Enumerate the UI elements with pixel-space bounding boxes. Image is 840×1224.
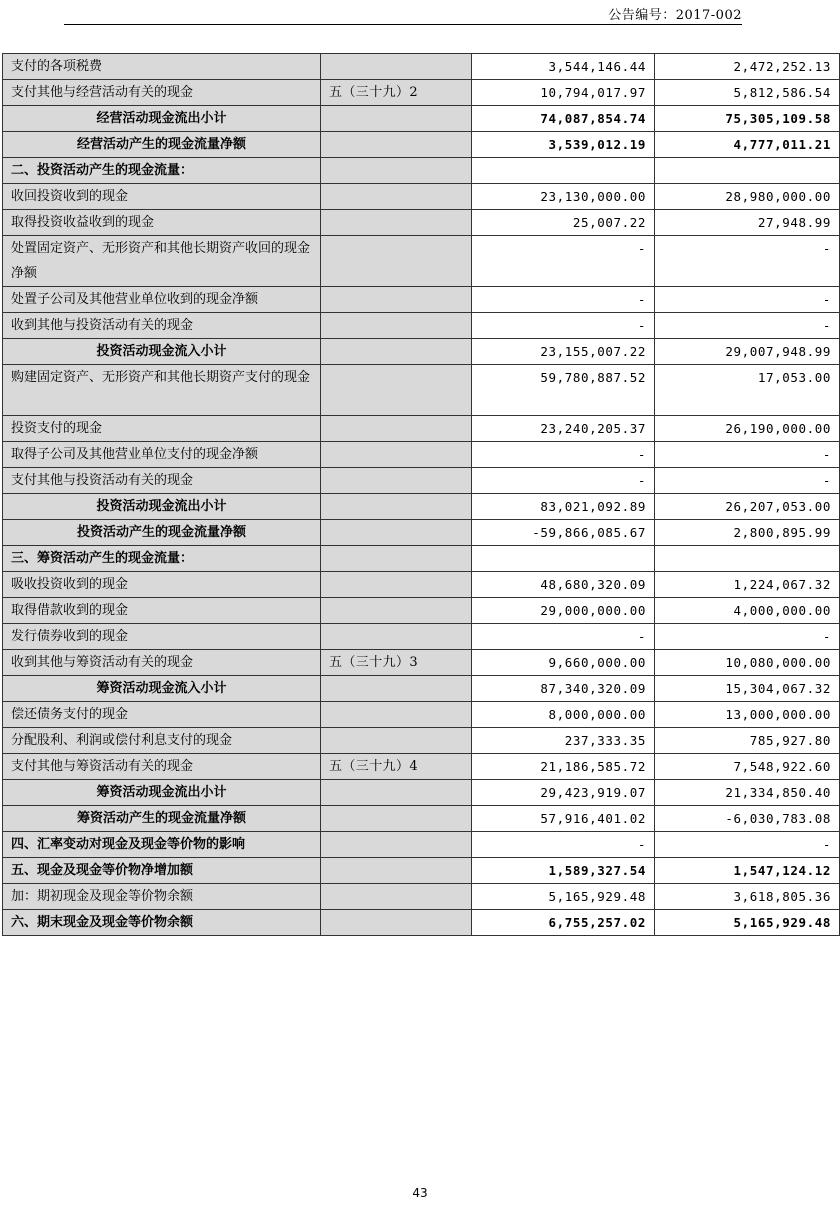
current-period-cell: 3,539,012.19: [472, 132, 655, 158]
item-name-cell: 取得子公司及其他营业单位支付的现金净额: [3, 442, 321, 468]
current-period-cell: 29,000,000.00: [472, 598, 655, 624]
item-name-cell: 三、筹资活动产生的现金流量：: [3, 546, 321, 572]
current-period-cell: 57,916,401.02: [472, 806, 655, 832]
table-row: [3, 572, 840, 598]
table-row: [3, 287, 840, 313]
item-name-cell: 分配股利、利润或偿付利息支付的现金: [3, 728, 321, 754]
note-cell: 五（三十九）2: [321, 80, 472, 106]
prior-period-cell: -: [655, 468, 840, 494]
note-cell: [321, 780, 472, 806]
current-period-cell: 3,544,146.44: [472, 54, 655, 80]
item-name-cell: 收到其他与筹资活动有关的现金: [3, 650, 321, 676]
note-cell: [321, 520, 472, 546]
item-name-cell: 支付的各项税费: [3, 54, 321, 80]
table-row: [3, 236, 840, 287]
current-period-cell: 10,794,017.97: [472, 80, 655, 106]
note-cell: [321, 106, 472, 132]
note-cell: [321, 858, 472, 884]
prior-period-cell: 13,000,000.00: [655, 702, 840, 728]
prior-period-cell: 785,927.80: [655, 728, 840, 754]
current-period-cell: 29,423,919.07: [472, 780, 655, 806]
item-name-cell: 经营活动现金流出小计: [3, 106, 321, 132]
item-name-cell: 投资活动现金流入小计: [3, 339, 321, 365]
current-period-cell: 6,755,257.02: [472, 910, 655, 936]
prior-period-cell: -6,030,783.08: [655, 806, 840, 832]
note-cell: [321, 184, 472, 210]
prior-period-cell: -: [655, 313, 840, 339]
item-name-cell: 购建固定资产、无形资产和其他长期资产支付的现金: [3, 365, 321, 416]
table-row: [3, 598, 840, 624]
header-rule: [64, 24, 742, 25]
current-period-cell: -: [472, 287, 655, 313]
table-row: [3, 806, 840, 832]
note-cell: [321, 676, 472, 702]
note-cell: [321, 416, 472, 442]
item-name-cell: 处置固定资产、无形资产和其他长期资产收回的现金净额: [3, 236, 321, 287]
prior-period-cell: 1,547,124.12: [655, 858, 840, 884]
prior-period-cell: 4,777,011.21: [655, 132, 840, 158]
table-row: [3, 54, 840, 80]
note-cell: [321, 442, 472, 468]
page-number: 43: [412, 1186, 428, 1200]
note-cell: [321, 546, 472, 572]
note-cell: [321, 468, 472, 494]
current-period-cell: 5,165,929.48: [472, 884, 655, 910]
current-period-cell: 1,589,327.54: [472, 858, 655, 884]
cash-flow-table-body: [3, 54, 840, 936]
item-name-cell: 处置子公司及其他营业单位收到的现金净额: [3, 287, 321, 313]
item-name-cell: 支付其他与投资活动有关的现金: [3, 468, 321, 494]
table-row: [3, 494, 840, 520]
prior-period-cell: -: [655, 236, 840, 287]
item-name-cell: 支付其他与筹资活动有关的现金: [3, 754, 321, 780]
current-period-cell: -: [472, 832, 655, 858]
table-row: [3, 832, 840, 858]
notice-number: 公告编号：2017-002: [608, 8, 742, 23]
prior-period-cell: 15,304,067.32: [655, 676, 840, 702]
note-cell: [321, 313, 472, 339]
current-period-cell: 48,680,320.09: [472, 572, 655, 598]
note-cell: [321, 598, 472, 624]
item-name-cell: 投资支付的现金: [3, 416, 321, 442]
note-cell: [321, 910, 472, 936]
cash-flow-table: [2, 53, 840, 936]
note-cell: [321, 572, 472, 598]
current-period-cell: 9,660,000.00: [472, 650, 655, 676]
current-period-cell: 21,186,585.72: [472, 754, 655, 780]
prior-period-cell: 2,472,252.13: [655, 54, 840, 80]
prior-period-cell: 26,207,053.00: [655, 494, 840, 520]
item-name-cell: 取得投资收益收到的现金: [3, 210, 321, 236]
note-cell: [321, 806, 472, 832]
item-name-cell: 偿还债务支付的现金: [3, 702, 321, 728]
prior-period-cell: 29,007,948.99: [655, 339, 840, 365]
current-period-cell: 23,155,007.22: [472, 339, 655, 365]
item-name-cell: 五、现金及现金等价物净增加额: [3, 858, 321, 884]
prior-period-cell: 7,548,922.60: [655, 754, 840, 780]
table-row: [3, 520, 840, 546]
table-row: [3, 339, 840, 365]
item-name-cell: 投资活动产生的现金流量净额: [3, 520, 321, 546]
table-row: [3, 313, 840, 339]
table-row: [3, 624, 840, 650]
prior-period-cell: -: [655, 832, 840, 858]
item-name-cell: 经营活动产生的现金流量净额: [3, 132, 321, 158]
prior-period-cell: 21,334,850.40: [655, 780, 840, 806]
table-row: [3, 780, 840, 806]
table-row: [3, 468, 840, 494]
table-row: [3, 546, 840, 572]
current-period-cell: 87,340,320.09: [472, 676, 655, 702]
prior-period-cell: 5,165,929.48: [655, 910, 840, 936]
note-cell: [321, 624, 472, 650]
note-cell: [321, 702, 472, 728]
table-row: [3, 754, 840, 780]
prior-period-cell: 17,053.00: [655, 365, 840, 416]
table-row: [3, 676, 840, 702]
note-cell: [321, 494, 472, 520]
item-name-cell: 四、汇率变动对现金及现金等价物的影响: [3, 832, 321, 858]
current-period-cell: 8,000,000.00: [472, 702, 655, 728]
item-name-cell: 收回投资收到的现金: [3, 184, 321, 210]
item-name-cell: 投资活动现金流出小计: [3, 494, 321, 520]
item-name-cell: 取得借款收到的现金: [3, 598, 321, 624]
prior-period-cell: 28,980,000.00: [655, 184, 840, 210]
item-name-cell: 发行债券收到的现金: [3, 624, 321, 650]
current-period-cell: 237,333.35: [472, 728, 655, 754]
item-name-cell: 筹资活动现金流入小计: [3, 676, 321, 702]
note-cell: 五（三十九）3: [321, 650, 472, 676]
current-period-cell: -: [472, 468, 655, 494]
prior-period-cell: -: [655, 624, 840, 650]
note-cell: [321, 158, 472, 184]
prior-period-cell: 27,948.99: [655, 210, 840, 236]
current-period-cell: 23,130,000.00: [472, 184, 655, 210]
note-cell: [321, 54, 472, 80]
current-period-cell: [472, 546, 655, 572]
current-period-cell: 23,240,205.37: [472, 416, 655, 442]
prior-period-cell: [655, 546, 840, 572]
table-row: [3, 910, 840, 936]
note-cell: [321, 339, 472, 365]
table-row: [3, 158, 840, 184]
item-name-cell: 筹资活动现金流出小计: [3, 780, 321, 806]
current-period-cell: -: [472, 442, 655, 468]
current-period-cell: 83,021,092.89: [472, 494, 655, 520]
table-row: [3, 365, 840, 416]
current-period-cell: 25,007.22: [472, 210, 655, 236]
item-name-cell: 收到其他与投资活动有关的现金: [3, 313, 321, 339]
table-row: [3, 442, 840, 468]
table-row: [3, 184, 840, 210]
note-cell: [321, 287, 472, 313]
note-cell: [321, 884, 472, 910]
prior-period-cell: 3,618,805.36: [655, 884, 840, 910]
note-cell: [321, 132, 472, 158]
note-cell: [321, 365, 472, 416]
prior-period-cell: 26,190,000.00: [655, 416, 840, 442]
table-row: [3, 858, 840, 884]
item-name-cell: 吸收投资收到的现金: [3, 572, 321, 598]
table-row: [3, 80, 840, 106]
current-period-cell: -59,866,085.67: [472, 520, 655, 546]
current-period-cell: [472, 158, 655, 184]
table-row: [3, 132, 840, 158]
table-row: [3, 884, 840, 910]
table-row: [3, 702, 840, 728]
table-row: [3, 106, 840, 132]
item-name-cell: 筹资活动产生的现金流量净额: [3, 806, 321, 832]
prior-period-cell: -: [655, 442, 840, 468]
note-cell: [321, 210, 472, 236]
prior-period-cell: 1,224,067.32: [655, 572, 840, 598]
current-period-cell: 59,780,887.52: [472, 365, 655, 416]
current-period-cell: -: [472, 236, 655, 287]
current-period-cell: -: [472, 313, 655, 339]
note-cell: [321, 236, 472, 287]
prior-period-cell: -: [655, 287, 840, 313]
item-name-cell: 加：期初现金及现金等价物余额: [3, 884, 321, 910]
note-cell: [321, 832, 472, 858]
table-row: [3, 728, 840, 754]
current-period-cell: 74,087,854.74: [472, 106, 655, 132]
prior-period-cell: 10,080,000.00: [655, 650, 840, 676]
table-row: [3, 416, 840, 442]
note-cell: [321, 728, 472, 754]
current-period-cell: -: [472, 624, 655, 650]
table-row: [3, 210, 840, 236]
prior-period-cell: 5,812,586.54: [655, 80, 840, 106]
item-name-cell: 六、期末现金及现金等价物余额: [3, 910, 321, 936]
item-name-cell: 支付其他与经营活动有关的现金: [3, 80, 321, 106]
note-cell: 五（三十九）4: [321, 754, 472, 780]
prior-period-cell: 2,800,895.99: [655, 520, 840, 546]
table-row: [3, 650, 840, 676]
prior-period-cell: [655, 158, 840, 184]
prior-period-cell: 4,000,000.00: [655, 598, 840, 624]
item-name-cell: 二、投资活动产生的现金流量：: [3, 158, 321, 184]
prior-period-cell: 75,305,109.58: [655, 106, 840, 132]
